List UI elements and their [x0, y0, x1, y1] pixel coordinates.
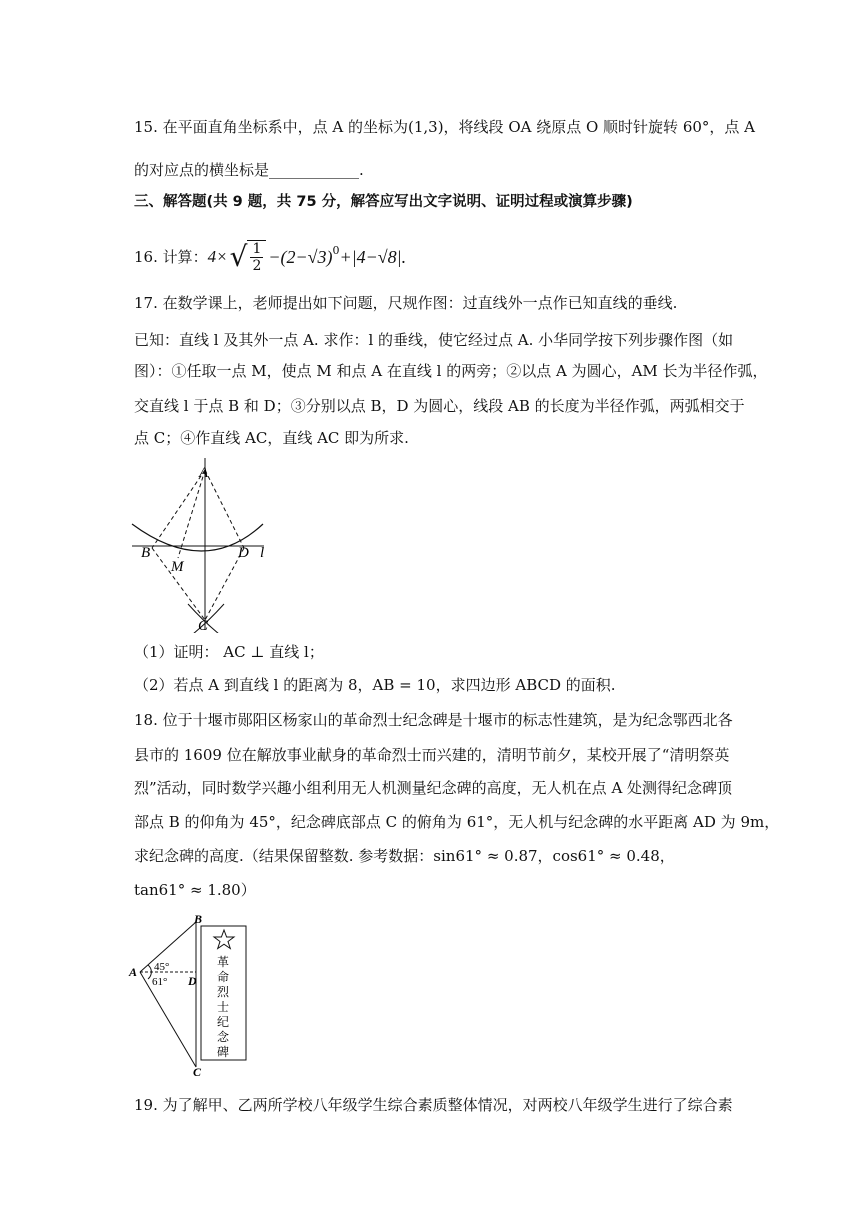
q17-line3: 图）：①任取一点 M，使点 M 和点 A 在直线 l 的两旁；②以点 A 为圆心，AM 长为半径作弧，	[134, 362, 768, 380]
label-C: C	[193, 1065, 202, 1077]
q16-paren-term: −(2−√3)	[268, 247, 333, 267]
label-A: A	[129, 965, 138, 979]
q17-construction-figure	[126, 458, 286, 633]
q16-sqrt-half	[230, 240, 267, 274]
section3-heading: 三、解答题(共 9 题，共 75 分，解答应写出文字说明、证明过程或演算步骤)	[134, 194, 633, 210]
dashed-AB	[152, 470, 205, 548]
q17-sub2: （2）若点 A 到直线 l 的距离为 8，AB = 10，求四边形 ABCD 的面积.	[134, 676, 616, 694]
monument-char-7: 碑	[216, 1045, 230, 1059]
q17-sub1: （1）证明： AC ⊥ 直线 l；	[134, 643, 324, 661]
fraction-numerator: 1	[252, 241, 262, 257]
q18-line6: tan61° ≈ 1.80）	[134, 881, 256, 899]
monument-char-6: 念	[216, 1030, 230, 1044]
label-A: A	[199, 465, 209, 481]
q17-line4: 交直线 l 于点 B 和 D；③分别以点 B，D 为圆心，线段 AB 的长度为半径作弧，两弧相交于	[134, 397, 745, 415]
q18-line2: 县市的 1609 位在解放事业献身的革命烈士而兴建的，清明节前夕，某校开展了“清明祭英	[134, 746, 730, 764]
angle-45-label: 45°	[154, 961, 170, 973]
q16-term-4x: 4×	[207, 247, 228, 266]
q16-abs-term: +|4−√8|.	[339, 247, 407, 267]
q17-line5: 点 C；④作直线 AC，直线 AC 即为所求.	[134, 429, 409, 447]
q16-prefix: 16. 计算：	[134, 248, 208, 266]
q15-line2: 的对应点的横坐标是____________.	[134, 161, 364, 179]
sqrt-symbol: √	[229, 240, 248, 273]
label-B: B	[141, 545, 151, 561]
angle-61-label: 61°	[152, 976, 168, 988]
monument-char-1: 革	[216, 955, 230, 969]
fraction-denominator: 2	[252, 258, 262, 274]
label-B: B	[194, 912, 203, 926]
label-M: M	[171, 559, 184, 575]
monument-char-4: 士	[216, 1000, 230, 1014]
q16-expression	[134, 240, 406, 274]
q18-line4: 部点 B 的仰角为 45°，纪念碑底部点 C 的俯角为 61°，无人机与纪念碑的水平距离 AD 为 9m，	[134, 813, 780, 831]
monument-char-5: 纪	[216, 1015, 230, 1029]
monument-text	[217, 955, 230, 1059]
q18-monument-figure	[126, 912, 266, 1077]
q17-line2: 已知：直线 l 及其外一点 A. 求作：l 的垂线，使它经过点 A. 小华同学按下列步骤作图（如	[134, 331, 734, 349]
fraction	[247, 240, 266, 274]
q16-exponent: 0	[332, 244, 340, 257]
label-D: D	[238, 545, 249, 561]
monument-char-3: 烈	[216, 985, 230, 999]
dashed-AM	[178, 470, 205, 558]
monument-char-2: 命	[216, 970, 230, 984]
q18-line1: 18. 位于十堰市郧阳区杨家山的革命烈士纪念碑是十堰市的标志性建筑，是为纪念鄂西北各	[134, 711, 733, 729]
q15-line1: 15. 在平面直角坐标系中，点 A 的坐标为(1,3)，将线段 OA 绕原点 O 顺时针旋转 60°，点 A	[134, 118, 756, 136]
q18-line3: 烈”活动，同时数学兴趣小组利用无人机测量纪念碑的高度，无人机在点 A 处测得纪念碑顶	[134, 779, 733, 797]
q18-line5: 求纪念碑的高度.（结果保留整数. 参考数据：sin61° ≈ 0.87，cos61° ≈ 0.48，	[134, 847, 675, 865]
label-l: l	[260, 545, 265, 561]
label-D: D	[188, 974, 197, 988]
dashed-AD	[205, 470, 244, 548]
q19-line1: 19. 为了解甲、乙两所学校八年级学生综合素质整体情况，对两校八年级学生进行了综合素	[134, 1096, 733, 1114]
q17-line1: 17. 在数学课上，老师提出如下问题，尺规作图：过直线外一点作已知直线的垂线.	[134, 294, 678, 312]
label-C: C	[198, 618, 209, 633]
